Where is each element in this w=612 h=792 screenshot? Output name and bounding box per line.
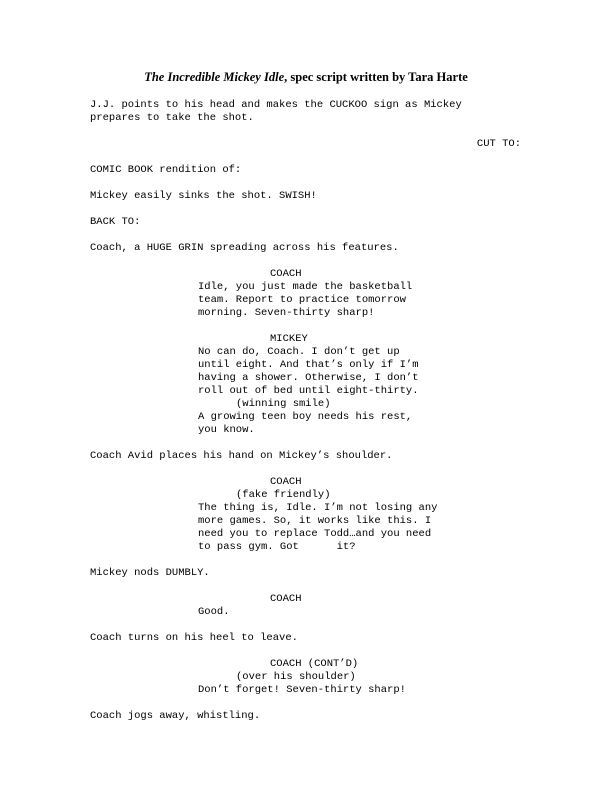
action-line: Coach, a HUGE GRIN spreading across his features. — [90, 242, 399, 254]
action-line: Coach jogs away, whistling. — [90, 710, 261, 722]
parenthetical: (winning smile) — [236, 398, 331, 410]
action-line: prepares to take the shot. — [90, 112, 254, 124]
action-line: Coach Avid places his hand on Mickey’s shoulder. — [90, 450, 393, 462]
action-line: Mickey nods DUMBLY. — [90, 567, 210, 579]
dialogue-line: Don’t forget! Seven-thirty sharp! — [198, 684, 406, 696]
action-line: J.J. points to his head and makes the CUCKOO sign as Mickey — [90, 99, 462, 111]
dialogue-line: Good. — [198, 606, 230, 618]
page-header — [0, 70, 612, 85]
dialogue-line: A growing teen boy needs his rest, — [198, 411, 413, 423]
dialogue-line: having a shower. Otherwise, I don’t — [198, 372, 419, 384]
dialogue-line: until eight. And that’s only if I’m — [198, 359, 419, 371]
dialogue-line: team. Report to practice tomorrow — [198, 294, 406, 306]
parenthetical: (fake friendly) — [236, 489, 331, 501]
dialogue-line: more games. So, it works like this. I — [198, 515, 432, 527]
script-title: The Incredible Mickey Idle — [144, 70, 285, 84]
dialogue-line: you know. — [198, 424, 255, 436]
character-name: COACH — [270, 476, 302, 488]
character-name: MICKEY — [270, 333, 308, 345]
dialogue-line: The thing is, Idle. I’m not losing any — [198, 502, 438, 514]
character-name: COACH — [270, 593, 302, 605]
dialogue-line: roll out of bed until eight-thirty. — [198, 385, 419, 397]
dialogue-line: Idle, you just made the basketball — [198, 281, 413, 293]
header-byline: , spec script written by Tara Harte — [284, 70, 468, 84]
dialogue-line: No can do, Coach. I don’t get up — [198, 346, 400, 358]
transition: CUT TO: — [476, 138, 521, 150]
action-line: Coach turns on his heel to leave. — [90, 632, 298, 644]
character-name: COACH (CONT’D) — [270, 658, 359, 670]
dialogue-line: need you to replace Todd…and you need — [198, 528, 432, 540]
parenthetical: (over his shoulder) — [236, 671, 356, 683]
action-line: BACK TO: — [90, 216, 141, 228]
action-line: Mickey easily sinks the shot. SWISH! — [90, 190, 317, 202]
character-name: COACH — [270, 268, 302, 280]
action-line: COMIC BOOK rendition of: — [90, 164, 242, 176]
dialogue-line: morning. Seven-thirty sharp! — [198, 307, 375, 319]
dialogue-line: to pass gym. Got it? — [198, 541, 356, 553]
